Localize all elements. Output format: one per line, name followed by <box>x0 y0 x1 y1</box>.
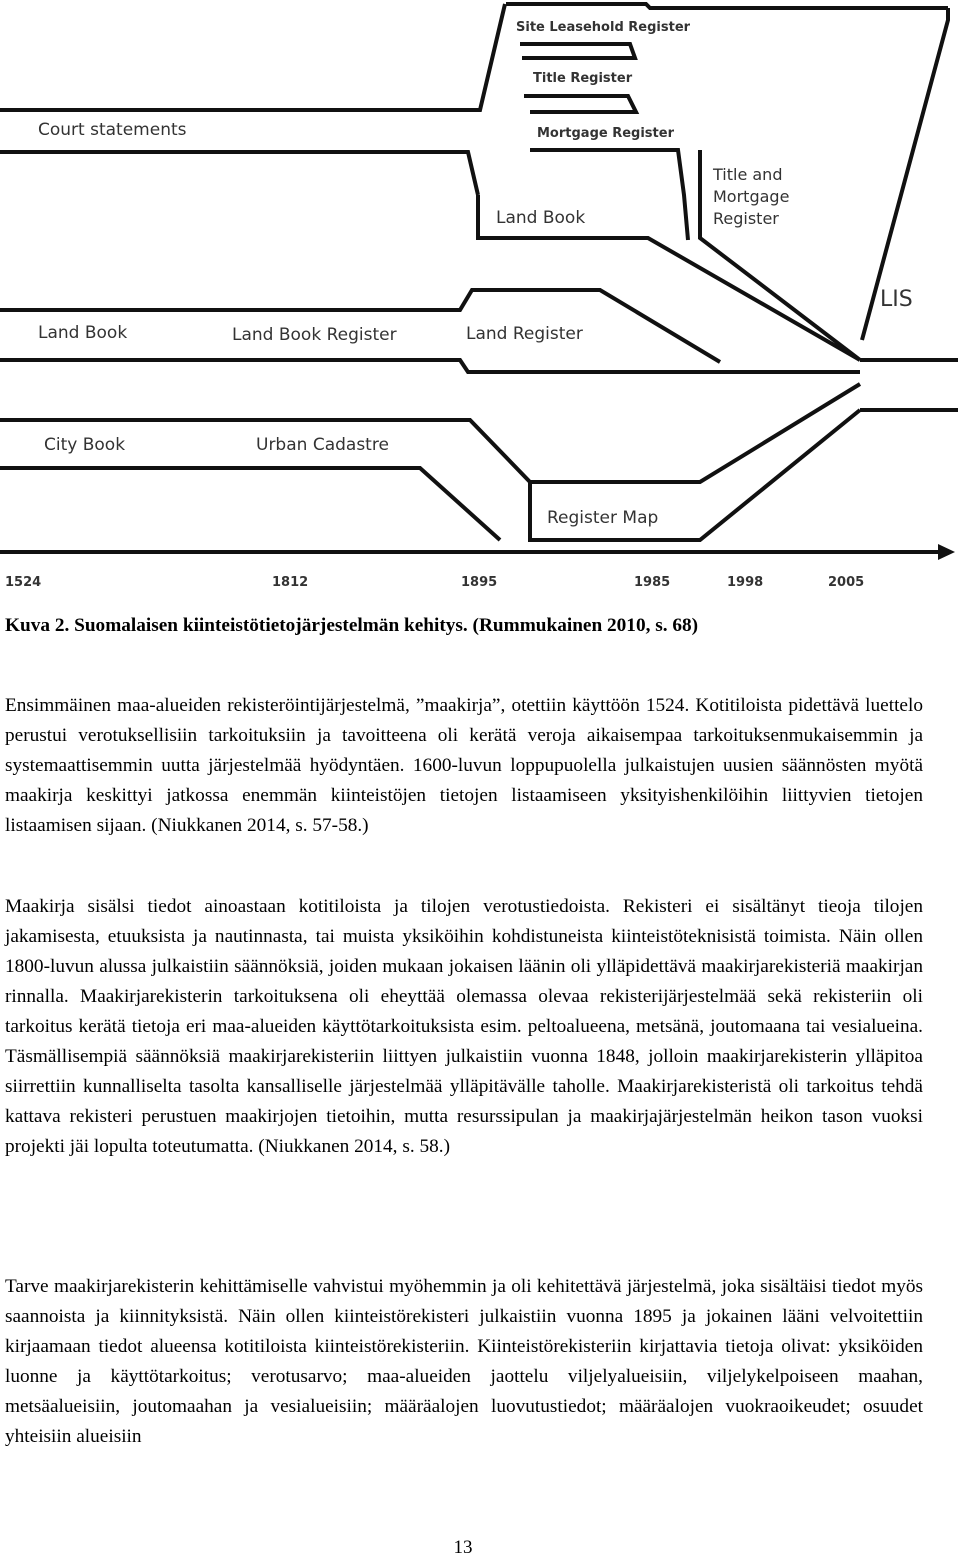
label-land-book-top: Land Book <box>496 208 586 228</box>
urban-cadastre-line <box>420 384 860 482</box>
timeline-year-1998: 1998 <box>727 575 764 590</box>
label-urban-cadastre: Urban Cadastre <box>256 435 389 455</box>
label-land-book-register: Land Book Register <box>232 325 397 345</box>
timeline-year-1812: 1812 <box>272 575 309 590</box>
label-lis: LIS <box>880 287 913 312</box>
paragraph-2: Maakirja sisälsi tiedot ainoastaan kotitiloista ja tilojen verotustiedoista. Rekisteri ei sisältänyt tieoja tilojen jakamisesta, etuuksista ja nautinnasta, tai muista yksiköihin kohdistuneista kiinteistöteknisistä toimista. Näin ollen 1800-luvun alussa julkaistiin säännöksiä, joiden mukaan jokaisen läänin oli ylläpidettävä maakirjarekisteriä maakirjan rinnalla. Maakirjarekisterin tarkoituksena oli eheyttää olemassa olevaa rekisterijärjestelmää sekä rekisteriin oli tarkoitus kerätä tietoja eri maa-alueiden käyttötarkoituksista esim. peltoalueena, metsänä, joutomaana tai vesialueina. Täsmällisempiä säännöksiä maakirjarekisteriin liittyen julkaistiin vuonna 1848, jolloin maakirjarekisterin ylläpitoa siirrettiin kunnalliselta tasolta kansalliselle järjestelmää ylläpitävälle taholle. Maakirjarekisteristä oli tarkoitus tehdä kattava rekisteri perustuen maakirjojen tietoihin, mutta resurssipulan ja maakirjajärjestelmän heikon tason vuoksi projekti jäi lopulta toteutumatta. (Niukkanen 2014, s. 58.) <box>5 896 923 1157</box>
court-statements-line-bottom <box>0 152 478 195</box>
timeline-year-2005: 2005 <box>828 575 865 590</box>
court-statements-line-top <box>0 4 505 110</box>
label-mortgage: Mortgage <box>713 187 790 206</box>
diagram-lines <box>0 4 958 552</box>
title-register-bar <box>524 96 636 112</box>
label-land-register: Land Register <box>466 324 583 344</box>
label-register: Register <box>713 209 779 228</box>
label-land-book-left: Land Book <box>38 323 128 343</box>
label-court-statements: Court statements <box>38 120 187 140</box>
paragraph-3: Tarve maakirjarekisterin kehittämiselle vahvistui myöhemmin ja oli kehitettävä järjestelmä, joka sisältäisi tiedot myös saannoista ja kiinnityksistä. Näin ollen kiinteistörekisteri julkaistiin vuonna 1895 ja jokainen lääni velvoitettiin kirjaamaan tiedot alueensa kotitiloista kiinteistörekisteriin. Kiinteistörekisteriin kirjattavia tietoja olivat: yksiköiden luonne ja käyttötarkoitus; verotusarvo; maa-alueiden jaottelu viljelyalueisiin, viljelykelpoiseen maahan, metsäalueisiin, joutomaahan ja vesialueisiin; määräalojen luovutustiedot; määräalojen vuokraoikeudet; osuudet yhteisiin alueisiin <box>5 1276 923 1447</box>
figure-caption: Kuva 2. Suomalaisen kiinteistötietojärjestelmän kehitys. (Rummukainen 2010, s. 68) <box>5 615 699 636</box>
land-book-line-bottom <box>0 360 720 372</box>
timeline-year-1985: 1985 <box>634 575 671 590</box>
register-development-diagram <box>0 0 960 600</box>
site-leasehold-bar <box>520 44 635 58</box>
timeline-arrow-head <box>938 544 955 560</box>
timeline-year-1895: 1895 <box>461 575 498 590</box>
label-title-register: Title Register <box>533 71 633 86</box>
page-number: 13 <box>453 1537 473 1558</box>
diagram-svg <box>0 0 960 600</box>
label-register-map: Register Map <box>547 508 659 528</box>
label-mortgage-register: Mortgage Register <box>537 126 674 141</box>
site-leasehold-line <box>506 4 948 8</box>
label-site-leasehold-register: Site Leasehold Register <box>516 20 691 35</box>
paragraph-1: Ensimmäinen maa-alueiden rekisteröintijärjestelmä, ”maakirja”, otettiin käyttöön 1524. Kotitiloista pidettävä luettelo perustui verotuksellisiin tarkoituksiin ja tavoitteena oli kerätä veroja aikaisempaa tarkoituksenmukaisemmin ja systemaattisemmin uutta järjestelmää hyödyntäen. 1600-luvun loppupuolella julkaistujen uusien säännösten myötä maakirja keskittyi jatkossa enemmän kiinteistöjen tietojen listaamiseen yksityishenkilöihin liittyvien tietojen listaamisen sijaan. (Niukkanen 2014, s. 57-58.) <box>5 695 923 836</box>
timeline-year-1524: 1524 <box>5 575 42 590</box>
label-city-book: City Book <box>44 435 126 455</box>
city-book-line-bottom <box>0 468 500 540</box>
label-title-and: Title and <box>713 165 783 184</box>
